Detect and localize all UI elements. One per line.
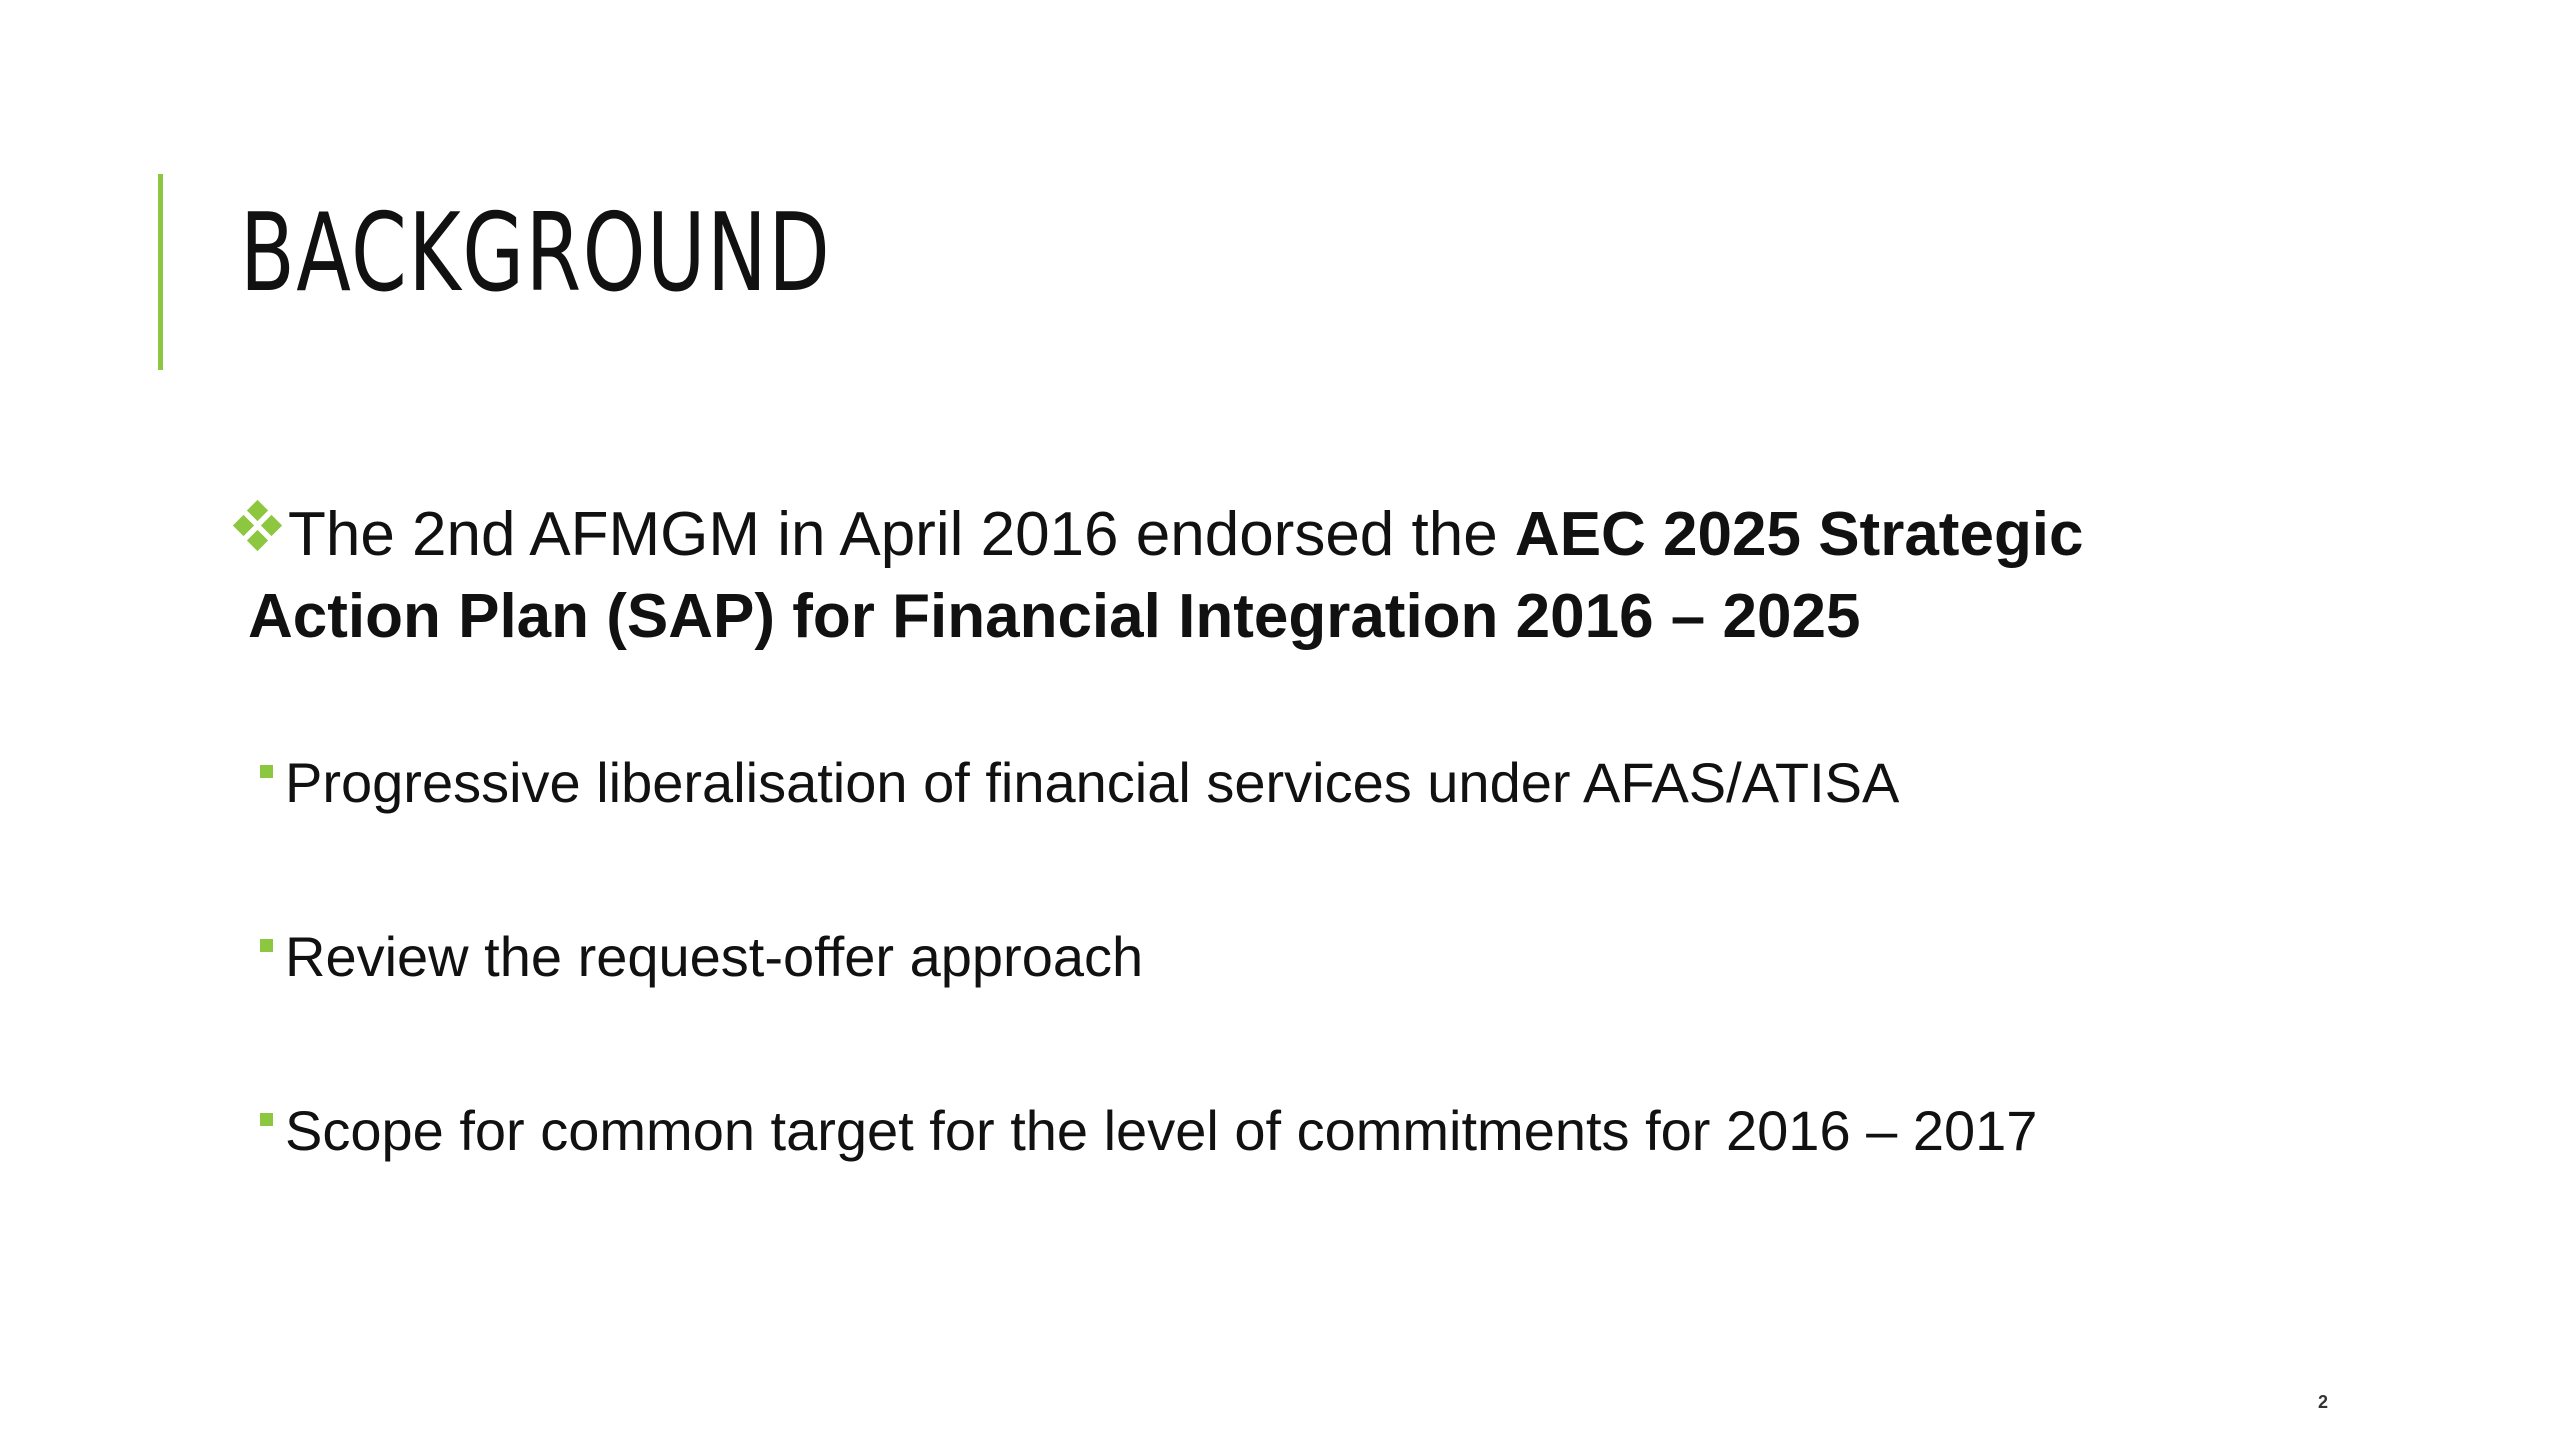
square-bullet-icon <box>260 939 273 952</box>
slide-title: BACKGROUND <box>240 191 832 316</box>
four-diamond-bullet-icon <box>230 499 288 559</box>
main-bullet-bold-text-line1: AEC 2025 Strategic <box>1514 500 2084 569</box>
sub-bullet <box>260 1096 2037 1166</box>
main-bullet <box>230 494 2340 658</box>
main-bullet-text: The 2nd AFMGM in April 2016 endorsed the <box>288 500 1515 569</box>
sub-bullet-text: Review the request-offer approach <box>285 925 1144 988</box>
title-accent-bar <box>158 174 163 370</box>
sub-bullet <box>260 922 1143 992</box>
main-bullet-bold-text-line2: Action Plan (SAP) for Financial Integration 2016 – 2025 <box>248 582 1861 651</box>
sub-bullet-text: Scope for common target for the level of commitments for 2016 – 2017 <box>285 1099 2038 1162</box>
sub-bullet <box>260 748 1899 818</box>
page-number: 2 <box>2318 1392 2329 1412</box>
square-bullet-icon <box>260 765 273 778</box>
square-bullet-icon <box>260 1113 273 1126</box>
sub-bullet-text: Progressive liberalisation of financial services under AFAS/ATISA <box>285 751 1900 814</box>
